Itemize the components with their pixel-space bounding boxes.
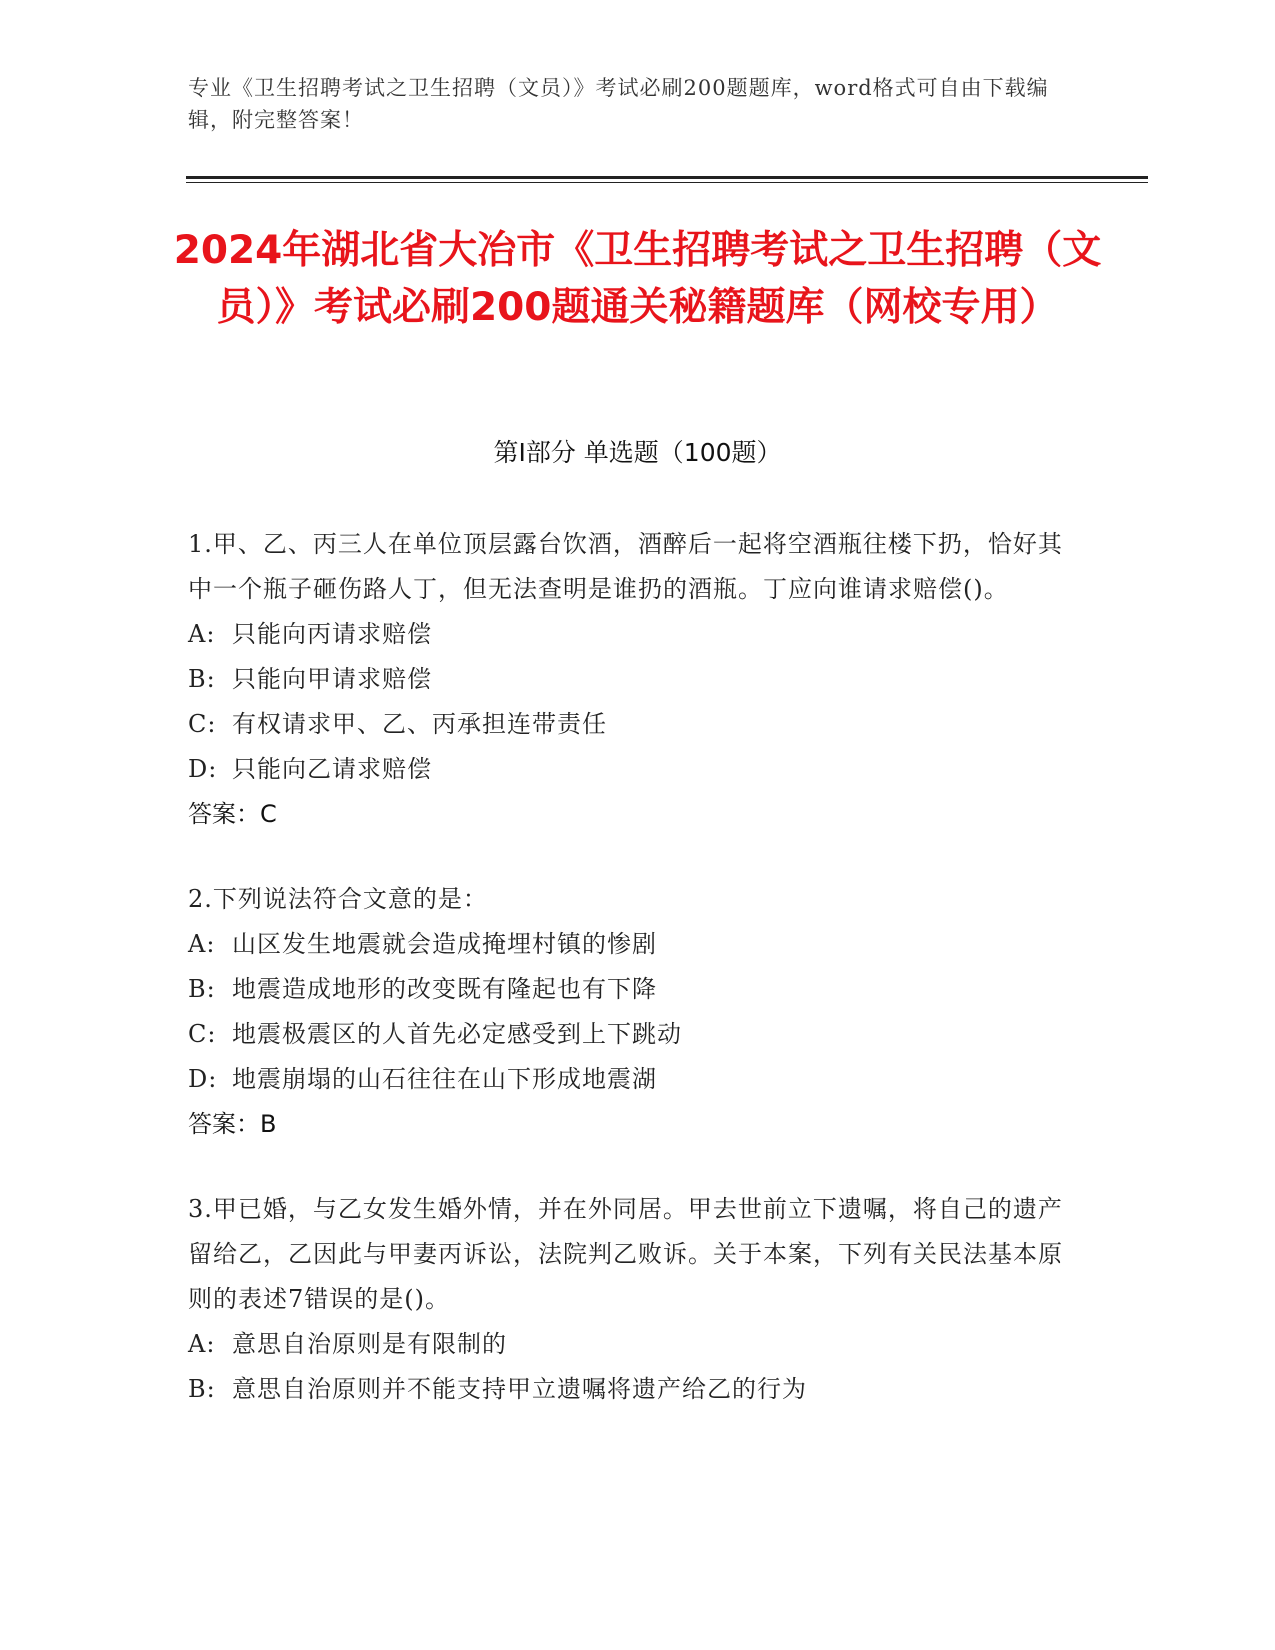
option-b [188, 657, 1068, 702]
option-a [188, 922, 1068, 967]
question-2 [188, 877, 1068, 1147]
option-letter: A: [188, 930, 216, 958]
option-d [188, 747, 1068, 792]
option-text: 地震造成地形的改变既有隆起也有下降 [232, 975, 657, 1003]
question-stem: 3.甲已婚，与乙女发生婚外情，并在外同居。甲去世前立下遗嘱，将自己的遗产留给乙，乙因此与甲妻丙诉讼，法院判乙败诉。关于本案，下列有关民法基本原则的表述7错误的是()。 [188, 1195, 1063, 1313]
option-text: 地震极震区的人首先必定感受到上下跳动 [232, 1020, 682, 1048]
option-letter: B: [188, 665, 216, 693]
document-title: 2024年湖北省大冶市《卫生招聘考试之卫生招聘（文员）》考试必刷200题通关秘籍题库（网校专用） [173, 228, 1102, 330]
option-letter: A: [188, 620, 216, 648]
option-a [188, 1322, 1068, 1367]
option-a [188, 612, 1068, 657]
option-letter: D: [188, 755, 218, 783]
option-d [188, 1057, 1068, 1102]
option-text: 只能向乙请求赔偿 [232, 755, 432, 783]
option-text: 地震崩塌的山石往往在山下形成地震湖 [232, 1065, 657, 1093]
question-list [188, 522, 1068, 1452]
option-text: 有权请求甲、乙、丙承担连带责任 [232, 710, 607, 738]
option-letter: B: [188, 975, 216, 1003]
option-c [188, 702, 1068, 747]
option-text: 只能向甲请求赔偿 [232, 665, 432, 693]
question-stem: 1.甲、乙、丙三人在单位顶层露台饮酒，酒醉后一起将空酒瓶往楼下扔，恰好其中一个瓶子砸伤路人丁，但无法查明是谁扔的酒瓶。丁应向谁请求赔偿()。 [188, 530, 1063, 603]
option-text: 山区发生地震就会造成掩埋村镇的惨剧 [232, 930, 657, 958]
question-1 [188, 522, 1068, 837]
option-b [188, 967, 1068, 1012]
option-letter: C: [188, 1020, 217, 1048]
option-text: 只能向丙请求赔偿 [232, 620, 432, 648]
option-letter: C: [188, 710, 217, 738]
option-text: 意思自治原则是有限制的 [232, 1330, 507, 1358]
section-heading: 第Ⅰ部分 单选题（100题） [493, 438, 782, 467]
option-c [188, 1012, 1068, 1057]
header-divider-thick [186, 176, 1148, 179]
question-stem: 2.下列说法符合文意的是： [188, 885, 488, 913]
option-letter: D: [188, 1065, 218, 1093]
option-b [188, 1367, 1068, 1412]
answer-line: 答案：C [188, 800, 277, 828]
option-letter: A: [188, 1330, 216, 1358]
header-note: 专业《卫生招聘考试之卫生招聘（文员）》考试必刷200题题库，word格式可自由下载编辑，附完整答案！ [188, 76, 1049, 132]
question-3 [188, 1187, 1068, 1412]
header-divider-thin [186, 182, 1148, 183]
option-letter: B: [188, 1375, 216, 1403]
answer-line: 答案：B [188, 1110, 277, 1138]
option-text: 意思自治原则并不能支持甲立遗嘱将遗产给乙的行为 [232, 1375, 807, 1403]
